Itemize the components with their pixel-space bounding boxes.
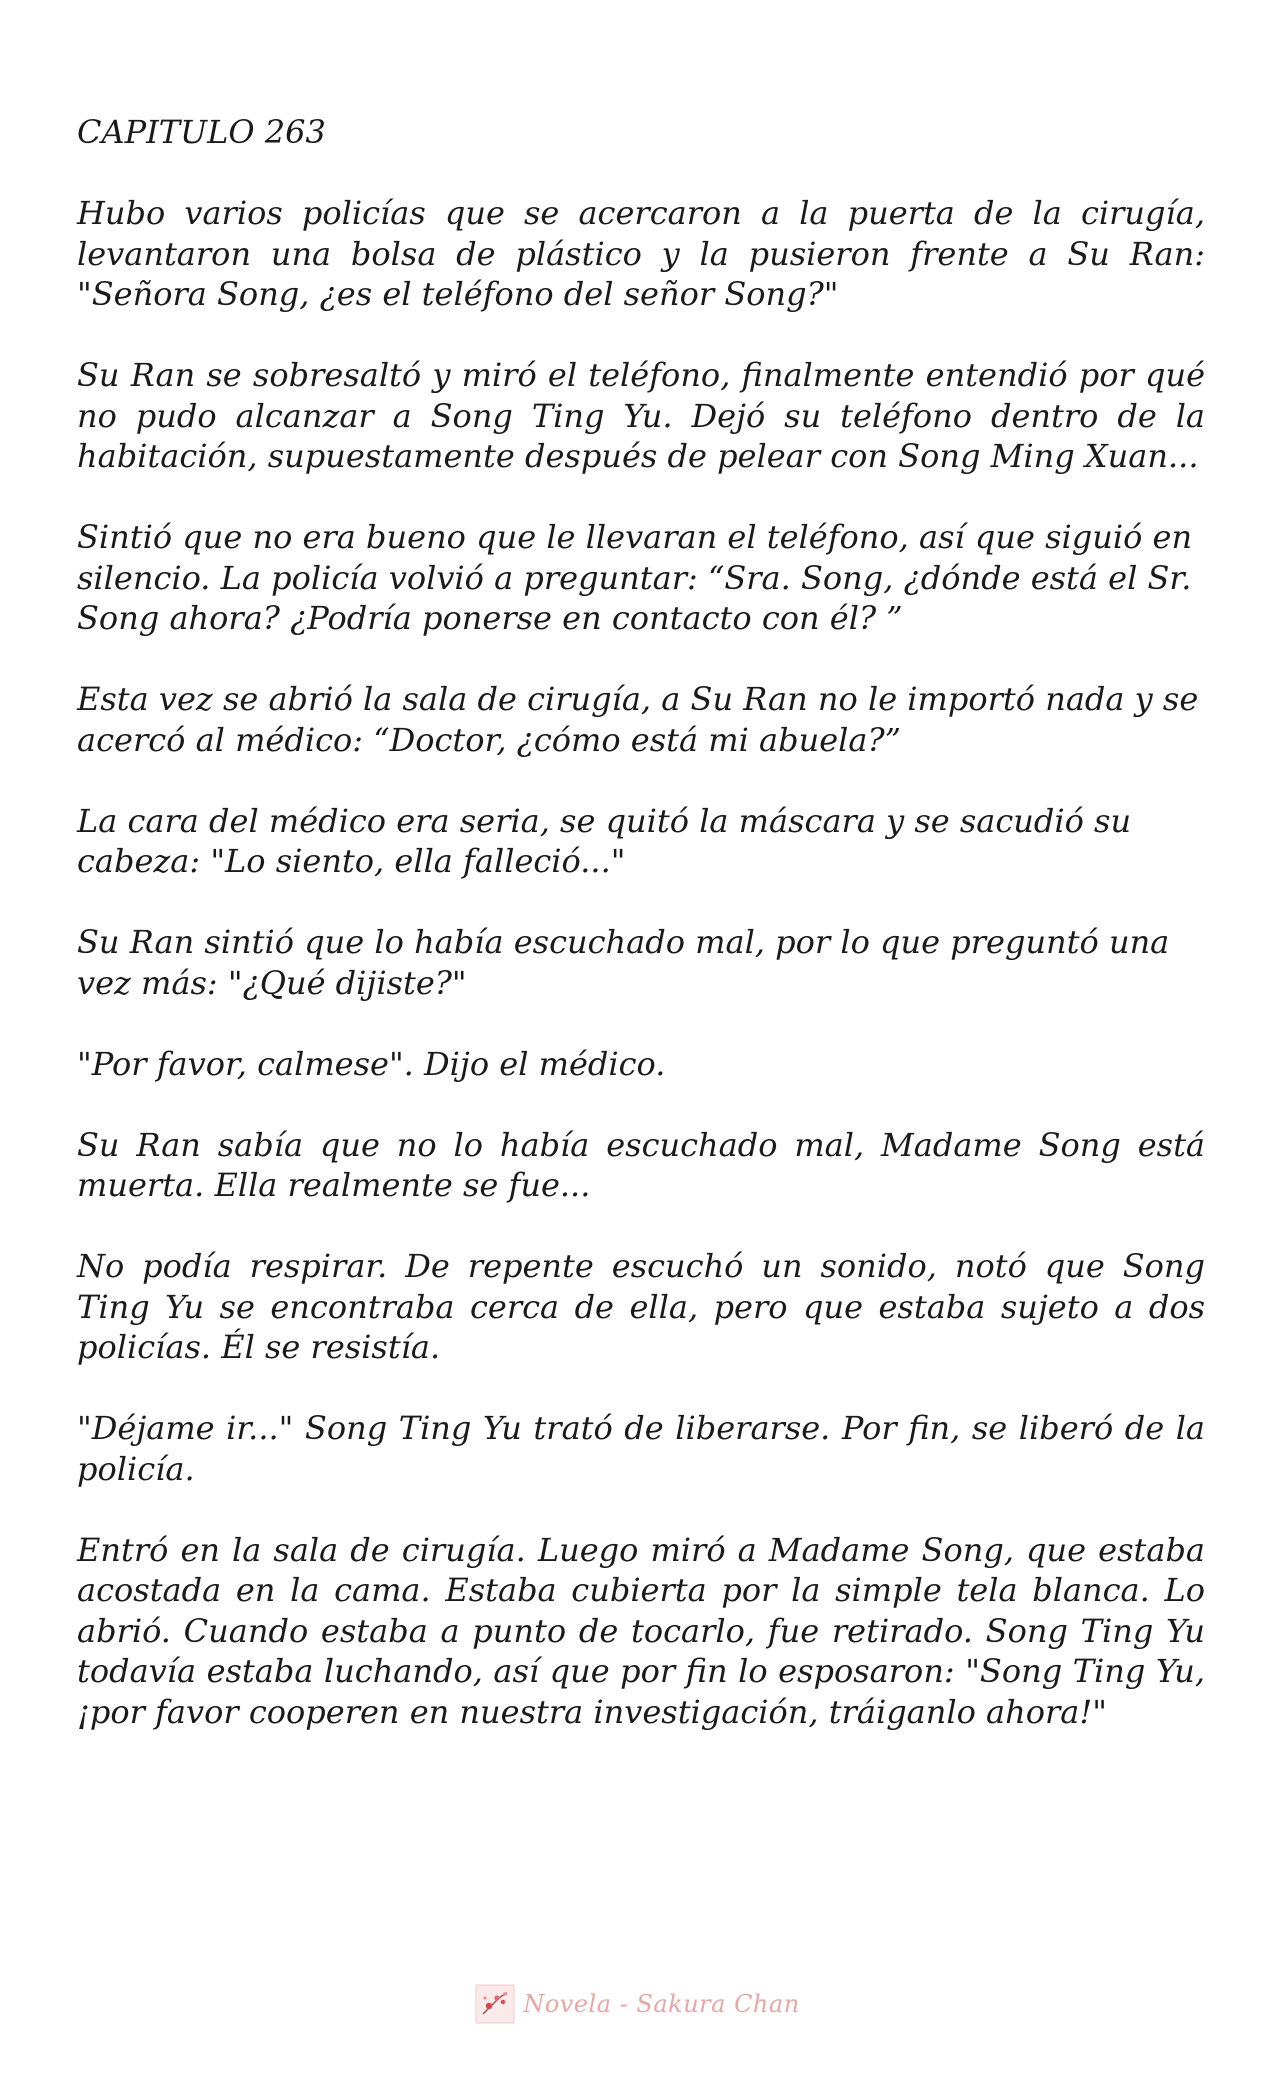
paragraph: Su Ran sabía que no lo había escuchado mal, Madame Song está muerta. Ella realmente se fue...	[77, 1125, 1205, 1204]
paragraph: Su Ran sintió que lo había escuchado mal, por lo que preguntó una vez más: "¿Qué dijiste?"	[77, 923, 1170, 1002]
paragraph: "Por favor, calmese". Dijo el médico.	[77, 1044, 666, 1083]
paragraph: Entró en la sala de cirugía. Luego miró a Madame Song, que estaba acostada en la cama. Estaba cubierta por la simple tela blanca. Lo abrió. Cuando estaba a punto de tocarlo, fue retirado. Song Ting Yu todavía estaba luchando, así que por fin lo esposaron: "Song Ting Yu, ¡por favor cooperen en nuestra investigación, tráiganlo ahora!"	[77, 1530, 1205, 1731]
paragraph: Hubo varios policías que se acercaron a la puerta de la cirugía, levantaron una bolsa de plástico y la pusieron frente a Su Ran: "Señora Song, ¿es el teléfono del señor Song?"	[77, 194, 1205, 313]
watermark-text: Novela - Sakura Chan	[523, 1990, 800, 2018]
paragraph: No podía respirar. De repente escuchó un sonido, notó que Song Ting Yu se encontraba cerca de ella, pero que estaba sujeto a dos policías. Él se resistía.	[77, 1247, 1205, 1366]
paragraph: Su Ran se sobresaltó y miró el teléfono, finalmente entendió por qué no pudo alcanzar a Song Ting Yu. Dejó su teléfono dentro de la habitación, supuestamente después de pelear con Song Ming Xuan...	[77, 356, 1205, 475]
paragraph: La cara del médico era seria, se quitó la máscara y se sacudió su cabeza: "Lo siento, ella falleció..."	[77, 801, 1132, 880]
chapter-title: CAPITULO 263	[77, 113, 326, 151]
paragraph: Sintió que no era bueno que le llevaran el teléfono, así que siguió en silencio. La policía volvió a preguntar: “Sra. Song, ¿dónde está el Sr. Song ahora? ¿Podría ponerse en contacto con él? ”	[77, 518, 1193, 637]
paragraph: Esta vez se abrió la sala de cirugía, a Su Ran no le importó nada y se acercó al médico: “Doctor, ¿cómo está mi abuela?”	[77, 680, 1199, 759]
paragraph: "Déjame ir..." Song Ting Yu trató de liberarse. Por fin, se liberó de la policía.	[77, 1409, 1205, 1488]
cherry-blossom-icon	[475, 1984, 515, 2024]
footer-watermark	[0, 1980, 1275, 2028]
document-body	[77, 112, 1205, 1773]
